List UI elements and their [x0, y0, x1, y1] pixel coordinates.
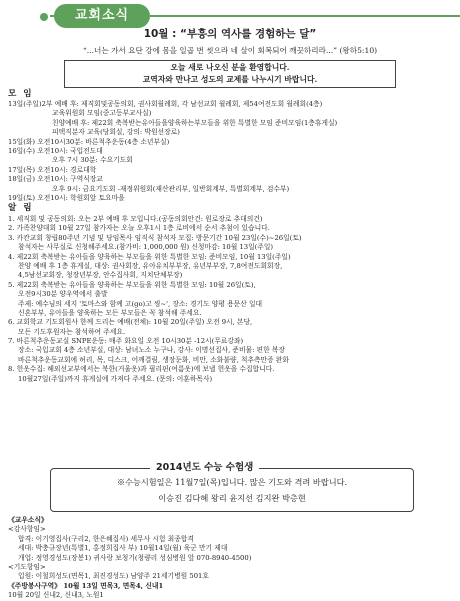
- member-news-line: 개업: 정영경성도(장봉1) 귀사랑 보청기(청량리 성심병원 앞 070-8940-4500): [18, 553, 252, 562]
- header-bar: [0, 2, 460, 30]
- notice-line: 7. 바른척추운동교실 SNPE운동: 매주 화요일 오전 10시30분 -12시(무료강좌): [8, 337, 244, 346]
- notice-line: 오전9시30분 양우역에서 출발: [18, 290, 108, 299]
- monthly-theme-verse: “...너는 가서 요단 강에 몸을 일곱 번 씻으라 네 살이 회복되어 깨끗하리라...” (왕하5:10): [82, 46, 378, 55]
- notice-line: 참석자는 사무실로 신청해주세요.(참가비: 1,000,000 원) 신청마감: 10월 13일(주일): [18, 243, 274, 252]
- meeting-line: 오후 7시 30분: 수요기도회: [52, 156, 133, 165]
- welcome-line: 오늘 새로 나오신 분을 환영합니다.: [170, 63, 290, 72]
- notice-line: 찬양 예배 후 1층 휴게실, 대상: 권사회장, 유아유치부부장, 유년부부장, 7,8여전도회회장,: [18, 261, 283, 270]
- notice-line: 4,5남선교회장, 청장년부장, 안수집사회, 지치단체부장): [18, 271, 183, 280]
- meeting-line: 17일(목) 오전10시: 경로대학: [8, 165, 97, 174]
- notices-heading: 알 림: [8, 203, 34, 213]
- meeting-line: 친양예배 후: 제22회 축복받는유아들을양육하는부모들을 위한 특별한 모임 준비모임(1층휴게실): [52, 118, 338, 127]
- notice-line: 8. 헌옷수집: 해외선교부에서는 북한(거울옷)과 필리핀(여름옷)에 보낼 헌옷을 수집합니다.: [8, 365, 275, 374]
- notice-line: 주제: 예수님의 세지 '토마스와 함께 고(go)고 씽~', 장소: 경기도 양평 용문산 일대: [18, 299, 263, 308]
- meeting-line: 오후 9시: 금요기도회 -재정위원회(재산관리부, 일반회계부, 특별회계부, 검수부): [52, 184, 290, 193]
- member-news-line: 《교우소식》: [8, 516, 48, 524]
- meeting-line: 18일(금) 오전10시: 구역식장교: [8, 175, 103, 184]
- member-news-line: <감사항임>: [8, 525, 46, 534]
- monthly-theme-title: 10월 : “부흥의 역사를 경험하는 달”: [143, 28, 317, 40]
- welcome-line: 교역자와 만나고 성도의 교제를 나누시기 바랍니다.: [142, 75, 318, 84]
- member-news-list: [8, 516, 458, 601]
- notice-line: 모든 기도후원자는 참석하여 주세요.: [18, 327, 126, 336]
- exam-students: 이승진 김다혜 왕리 윤지선 김지완 박층현: [158, 493, 306, 503]
- exam-title: 2014년도 수능 수험생: [150, 460, 259, 476]
- meetings-heading: 모 임: [8, 89, 34, 99]
- notice-line: 장소: 국입교회 4층 소년부실, 대상: 남녀노소 누구나, 강사: 이명선집사, 준비물: 편한 복장: [18, 346, 285, 355]
- notices-list: [8, 215, 458, 384]
- member-news-line: 10월 20일 신내2, 신내3, 노원1: [8, 591, 104, 600]
- notice-line: 10월27일(주일)까지 휴게실에 가져다 주세요. (문의: 이훈하목사): [18, 374, 213, 383]
- section-title: 교회소식: [54, 4, 150, 28]
- notice-line: 6. 교회학교 기도회원사 한께 드리는 예배(전체): 10월 20일(주일) 오전 9시, 본당,: [8, 318, 253, 327]
- meeting-line: 13일(주일)2부 예배 후: 제직회및공동의회, 권사회월례회, 각 남선교회 월례회, 제54여전도회 월례회(4층): [8, 100, 323, 108]
- exam-note: ※수능시험일은 11월7일(목)입니다. 많은 기도와 격려 바랍니다.: [116, 477, 348, 487]
- member-news-line: <기도항임>: [8, 562, 46, 571]
- notice-line: 4. 제22회 축복받는 유아들을 양육하는 부모들을 위한 특별한 모임: 준비모임, 10월 13일(주일): [8, 252, 291, 261]
- meetings-list: [8, 100, 458, 203]
- notice-line: 5. 제22회 축복받는 유아들을 양육하는 부모들을 위한 특별한 모임: 10월 26일(토),: [8, 280, 256, 289]
- member-news-line: 《주방봉사구역》 10월 13일 면목3, 면목4, 신내1: [8, 581, 164, 590]
- meeting-line: 교육위원회 모임(중고등부교사실): [52, 109, 152, 118]
- meeting-line: 피택직분자 교육(당회실, 강의: 박원선장로): [52, 128, 180, 137]
- member-news-line: 세대: 박충규장년(특별1, 홍정희집사 부) 10월14일(월) 육군 만기 제대: [18, 544, 228, 553]
- notice-line: 1. 세직회 및 공동의회: 오는 2부 예배 후 모입니다.(공동의회안건: 원로장로 추대의건): [8, 215, 263, 223]
- notice-line: 바른척추운동교회에 허리, 목, 디스크, 어깨결림, 생장둔화, 비만, 소화불량, 척추측만증 완화: [18, 355, 289, 364]
- member-news-line: 합격: 이기영집사(구리2, 한은혜집사) 세무사 시험 최종합격: [18, 534, 194, 543]
- meeting-line: 16일(수) 오전10시: 국입전도대: [8, 146, 103, 155]
- notice-line: 2. 가족찬양대회 10월 27일 참가자는 오늘 오후1시 1층 로비에서 순서 추첨이 있습니다.: [8, 224, 270, 233]
- notice-line: 3. 카칸교회 창립80주년 기념 및 당임목사 임직식 참석자 모집: 방문기간 10월 23일(수)~26일(토): [8, 233, 302, 242]
- member-news-line: 입원: 이철희성도(면목1, 최진경성도) 남양주 21세기병원 501호: [18, 572, 209, 581]
- welcome-box: [64, 60, 396, 88]
- meeting-line: 19일(토) 오전10시: 학원회앞 토요마을: [8, 193, 125, 202]
- notice-line: 신혼부부, 유아들을 양육하는 모든 부모들은 꼭 참석해 주세요.: [18, 308, 202, 317]
- meeting-line: 15일(화) 오전10시30분: 바른척추운동(4층 소년부실): [8, 137, 170, 146]
- leaf-icon: [40, 13, 48, 21]
